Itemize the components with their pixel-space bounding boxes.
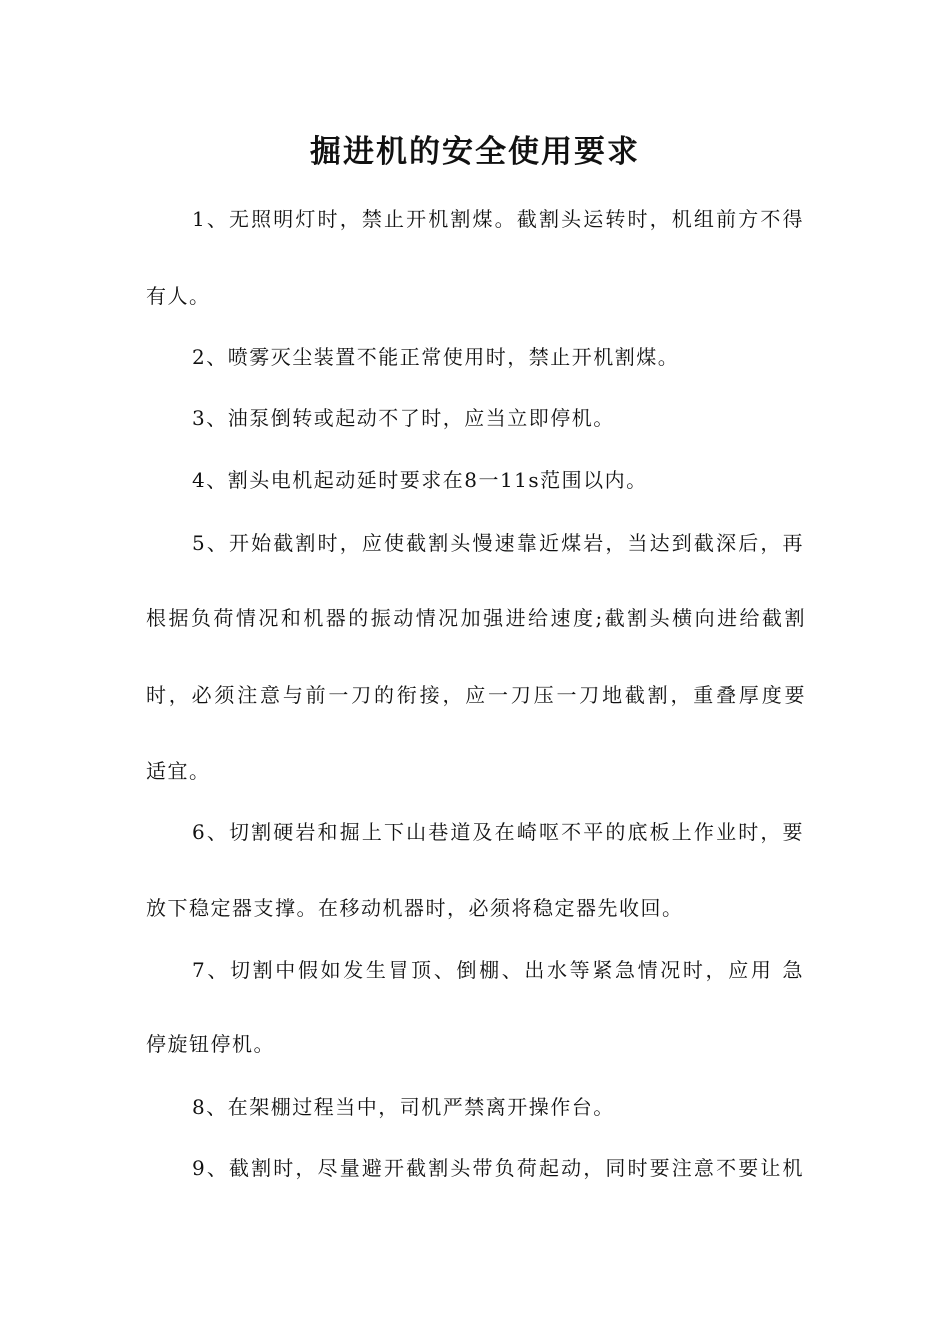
- paragraph-line: 放下稳定器支撑。在移动机器时，必须将稳定器先收回。: [146, 896, 684, 920]
- paragraph-line: 停旋钮停机。: [146, 1032, 275, 1056]
- paragraph-line: 根据负荷情况和机器的振动情况加强进给速度;截割头横向进给截割: [146, 606, 806, 630]
- paragraph-line: 有人。: [146, 284, 211, 308]
- paragraph-line: 4、割头电机起动延时要求在8一11s范围以内。: [192, 468, 648, 492]
- paragraph-line: 3、油泵倒转或起动不了时，应当立即停机。: [192, 406, 615, 430]
- paragraph-line: 6、切割硬岩和掘上下山巷道及在崎呕不平的底板上作业时，要: [192, 820, 804, 844]
- paragraph-line: 9、截割时，尽量避开截割头带负荷起动，同时要注意不要让机: [192, 1156, 804, 1180]
- paragraph-line: 8、在架棚过程当中，司机严禁离开操作台。: [192, 1095, 615, 1119]
- paragraph-line: 5、开始截割时，应使截割头慢速靠近煤岩，当达到截深后，再: [192, 531, 804, 555]
- paragraph-line: 7、切割中假如发生冒顶、倒棚、出水等紧急情况时，应用 急: [192, 958, 804, 982]
- document-title: 掘进机的安全使用要求: [310, 134, 640, 170]
- paragraph-line: 1、无照明灯时，禁止开机割煤。截割头运转时，机组前方不得: [192, 207, 804, 231]
- paragraph-line: 2、喷雾灭尘装置不能正常使用时，禁止开机割煤。: [192, 345, 680, 369]
- paragraph-line: 适宜。: [146, 759, 211, 783]
- paragraph-line: 时，必须注意与前一刀的衔接，应一刀压一刀地截割，重叠厚度要: [146, 683, 806, 707]
